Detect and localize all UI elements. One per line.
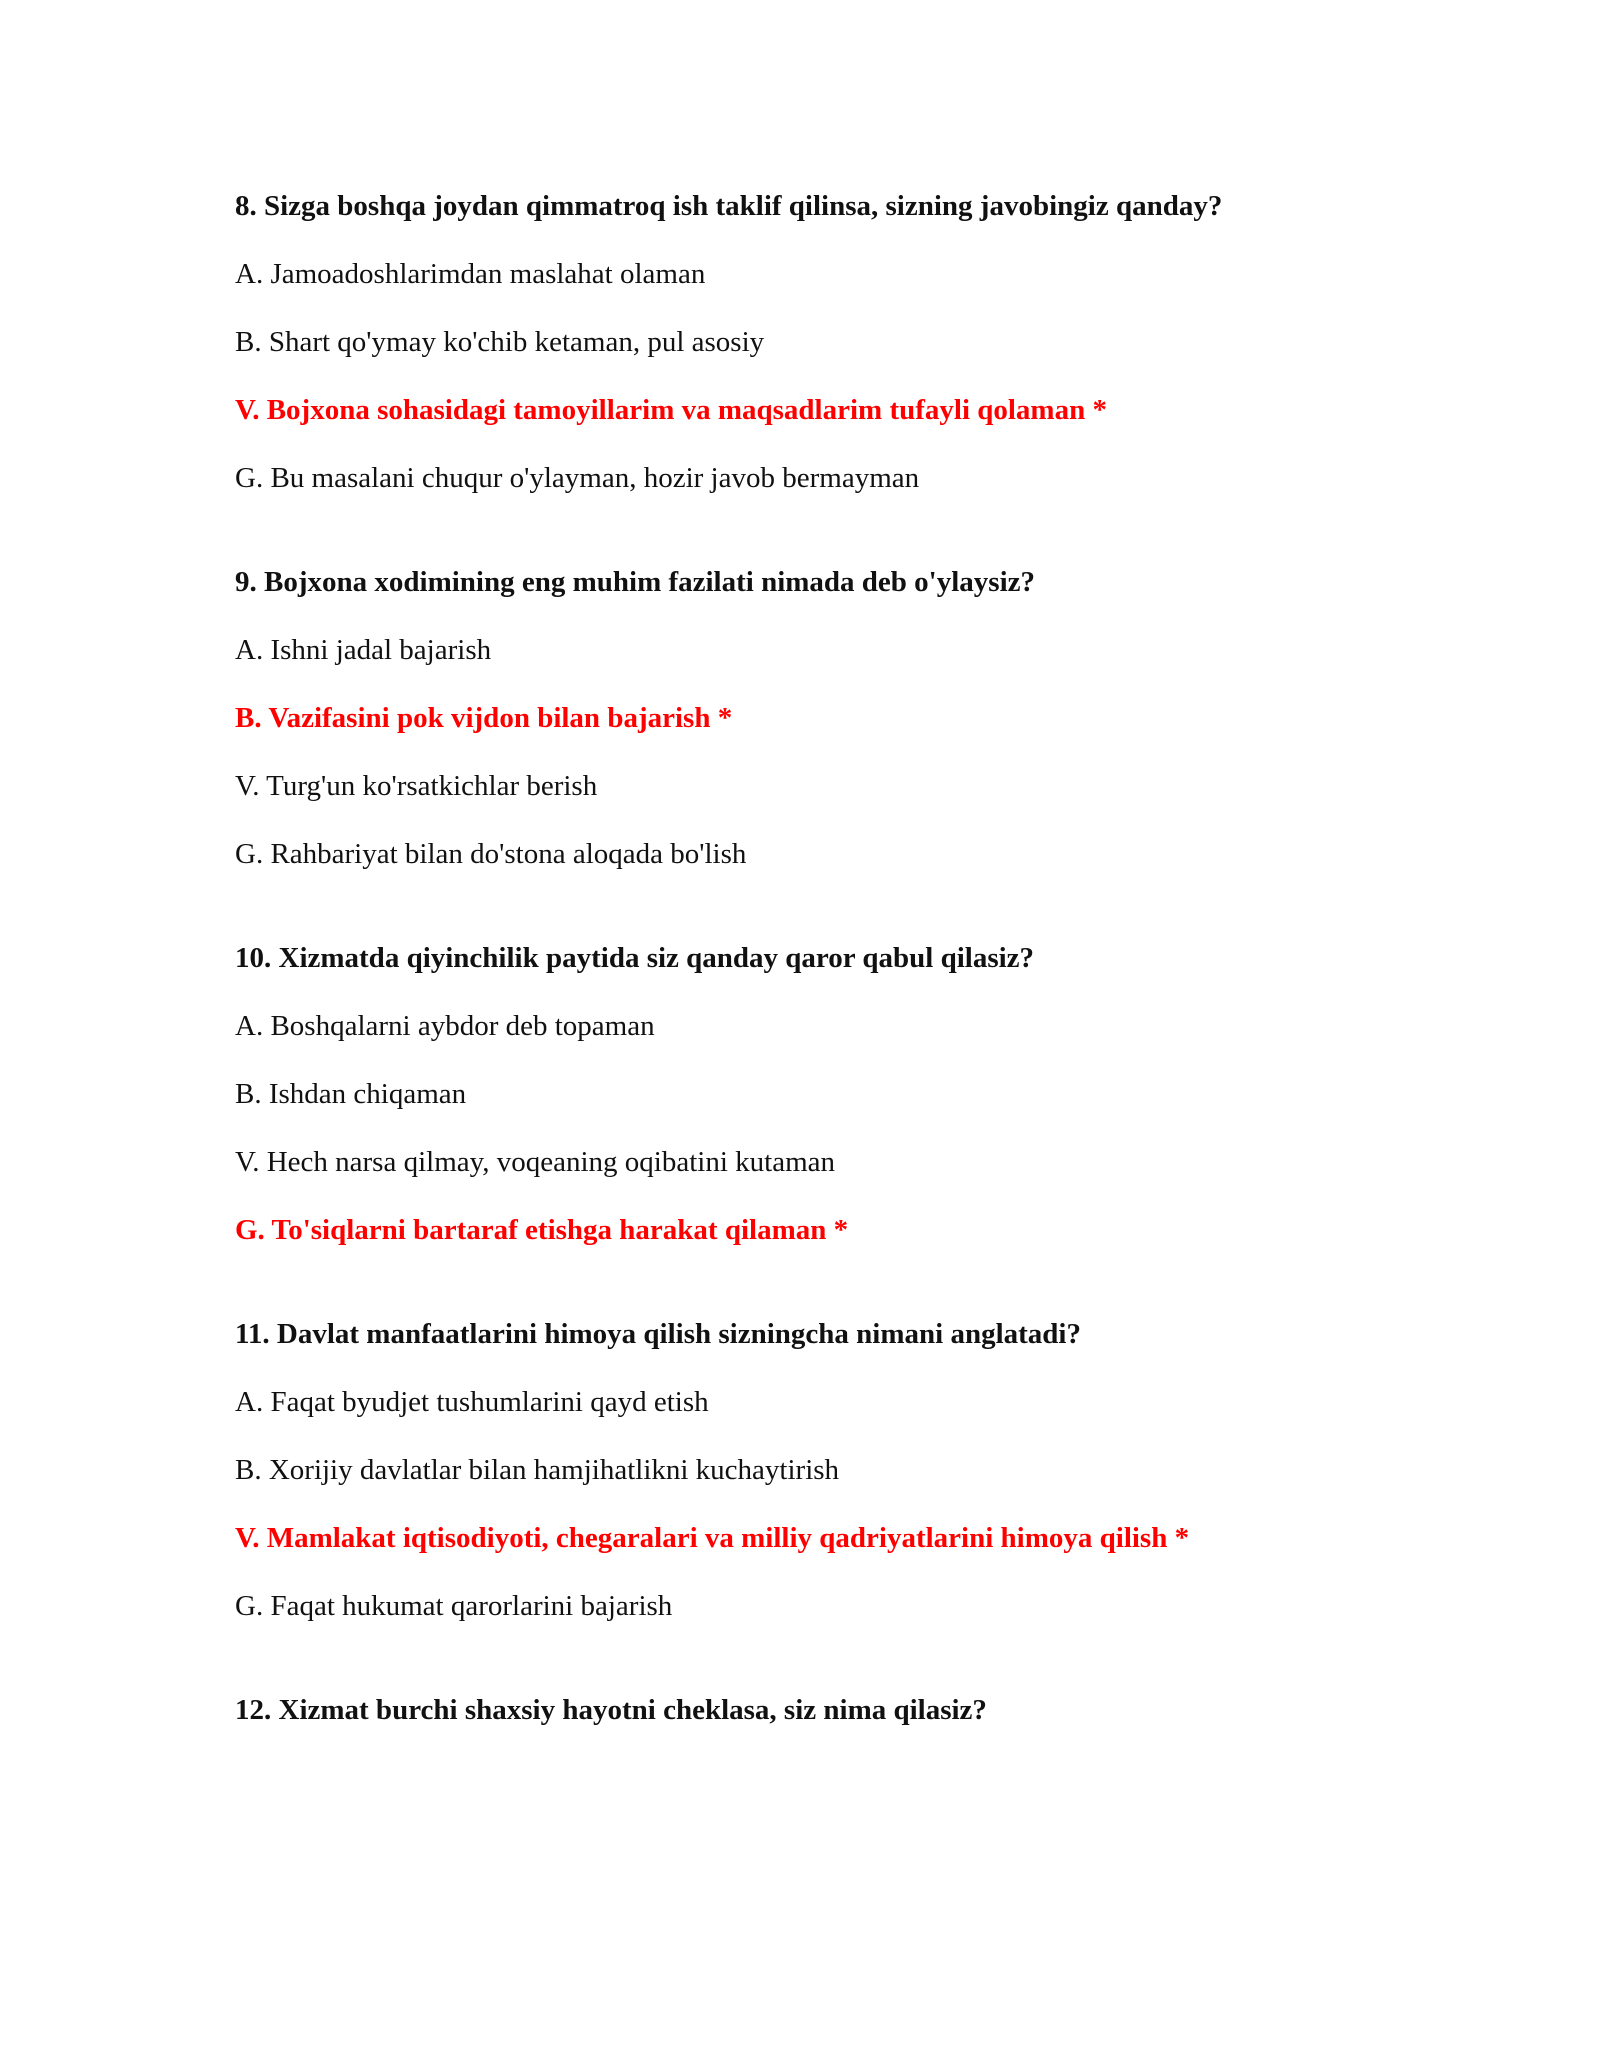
answer-option-a: A. Ishni jadal bajarish xyxy=(235,634,492,666)
document-page xyxy=(235,188,1455,1796)
question-block-8 xyxy=(235,188,1455,496)
question-text: 9. Bojxona xodimining eng muhim fazilati nimada deb o'ylaysiz? xyxy=(235,566,1036,598)
answer-option-v: V. Hech narsa qilmay, voqeaning oqibatini kutaman xyxy=(235,1146,835,1178)
answer-option-v-correct: V. Bojxona sohasidagi tamoyillarim va maqsadlarim tufayli qolaman * xyxy=(235,394,1107,426)
answer-option-b-correct: B. Vazifasini pok vijdon bilan bajarish * xyxy=(235,702,733,734)
answer-option-b: B. Ishdan chiqaman xyxy=(235,1078,467,1110)
answer-option-v: V. Turg'un ko'rsatkichlar berish xyxy=(235,770,598,802)
answer-option-b: B. Xorijiy davlatlar bilan hamjihatlikni kuchaytirish xyxy=(235,1454,840,1486)
answer-option-b: B. Shart qo'ymay ko'chib ketaman, pul asosiy xyxy=(235,326,765,358)
question-block-9 xyxy=(235,564,1455,872)
answer-option-v-correct: V. Mamlakat iqtisodiyoti, chegaralari va milliy qadriyatlarini himoya qilish * xyxy=(235,1522,1190,1554)
answer-option-a: A. Jamoadoshlarimdan maslahat olaman xyxy=(235,258,706,290)
answer-option-a: A. Faqat byudjet tushumlarini qayd etish xyxy=(235,1386,709,1418)
answer-option-g: G. Rahbariyat bilan do'stona aloqada bo'lish xyxy=(235,838,747,870)
question-block-10 xyxy=(235,940,1455,1248)
question-text: 12. Xizmat burchi shaxsiy hayotni cheklasa, siz nima qilasiz? xyxy=(235,1694,987,1726)
answer-option-g: G. Faqat hukumat qarorlarini bajarish xyxy=(235,1590,673,1622)
question-block-11 xyxy=(235,1316,1455,1624)
answer-option-g-correct: G. To'siqlarni bartaraf etishga harakat qilaman * xyxy=(235,1214,849,1246)
question-text: 10. Xizmatda qiyinchilik paytida siz qanday qaror qabul qilasiz? xyxy=(235,942,1035,974)
question-block-12 xyxy=(235,1692,1455,1728)
answer-option-g: G. Bu masalani chuqur o'ylayman, hozir javob bermayman xyxy=(235,462,920,494)
question-text: 8. Sizga boshqa joydan qimmatroq ish taklif qilinsa, sizning javobingiz qanday? xyxy=(235,190,1223,222)
answer-option-a: A. Boshqalarni aybdor deb topaman xyxy=(235,1010,655,1042)
question-text: 11. Davlat manfaatlarini himoya qilish sizningcha nimani anglatadi? xyxy=(235,1318,1081,1350)
